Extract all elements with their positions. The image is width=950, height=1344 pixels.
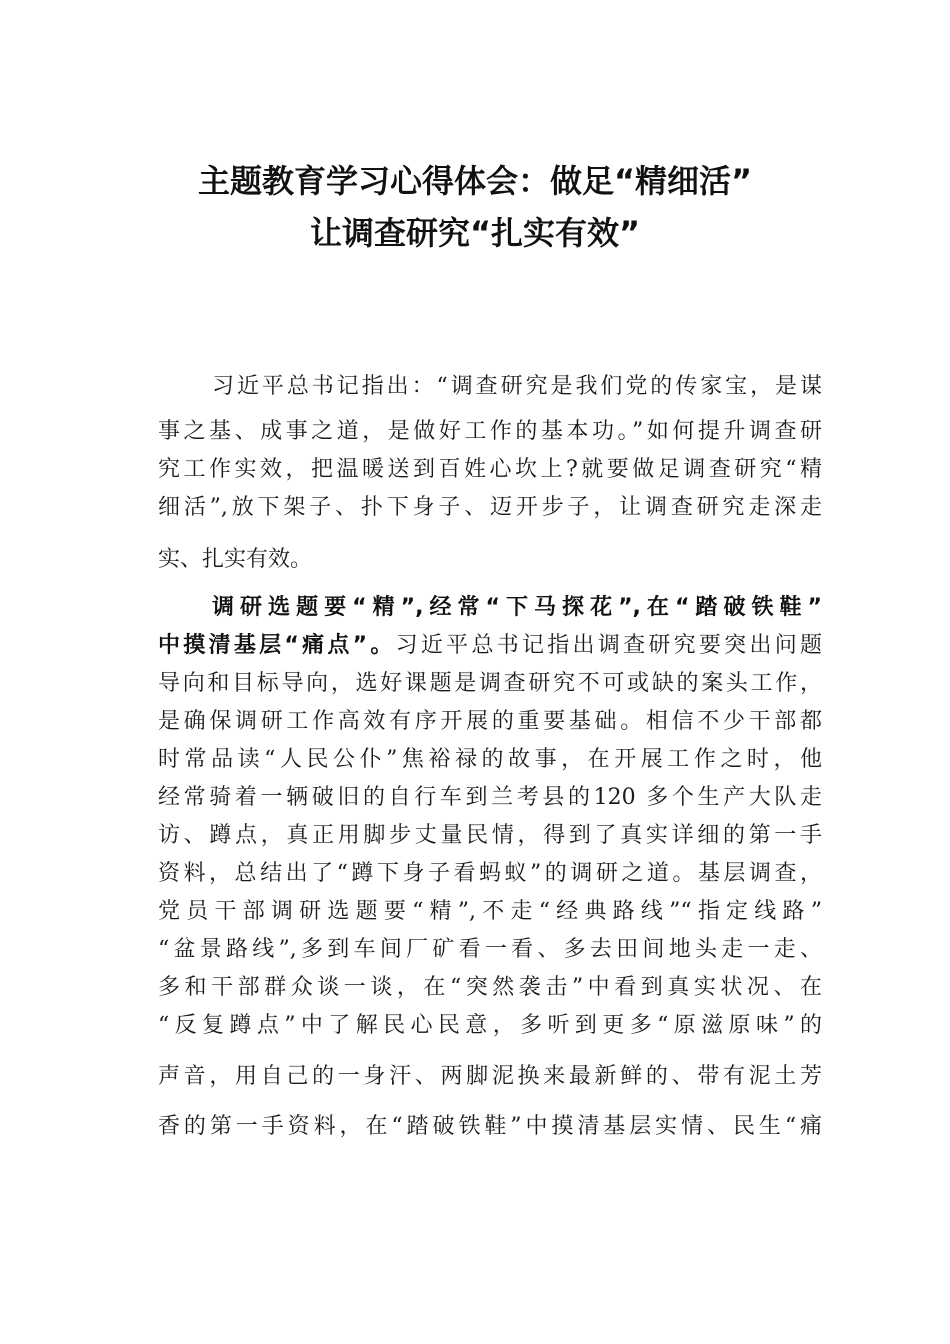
- paragraph-2-line: 访、蹲点，真正用脚步丈量民情，得到了真实详细的第一手: [158, 823, 822, 848]
- paragraph-1-line: 习近平总书记指出：“调查研究是我们党的传家宝，是谋: [212, 374, 822, 399]
- paragraph-2-line: 多和干部群众谈一谈，在“突然袭击”中看到真实状况、在: [158, 975, 822, 1000]
- paragraph-2-line: “盆景路线”,多到车间厂矿看一看、多去田间地头走一走、: [158, 937, 822, 962]
- paragraph-1-line: 究工作实效，把温暖送到百姓心坎上?就要做足调查研究“精: [158, 457, 822, 482]
- paragraph-2-bold-heading-end: 中摸清基层“痛点”。: [158, 633, 396, 658]
- paragraph-2-line: “反复蹲点”中了解民心民意，多听到更多“原滋原味”的: [158, 1013, 822, 1038]
- paragraph-1-line: 实、扎实有效。: [158, 547, 313, 572]
- paragraph-1-line: 事之基、成事之道，是做好工作的基本功。”如何提升调查研: [158, 419, 822, 444]
- document-title-line-2: 让调查研究“扎实有效”: [309, 214, 641, 252]
- paragraph-2-line: 党员干部调研选题要“精”,不走“经典路线”“指定线路”: [158, 899, 822, 924]
- paragraph-2-line: 是确保调研工作高效有序开展的重要基础。相信不少干部都: [158, 709, 822, 734]
- paragraph-2-line: 香的第一手资料，在“踏破铁鞋”中摸清基层实情、民生“痛: [158, 1114, 822, 1139]
- paragraph-2-line: 经常骑着一辆破旧的自行车到兰考县的120 多个生产大队走: [158, 785, 822, 810]
- paragraph-1-line: 细活”,放下架子、扑下身子、迈开步子，让调查研究走深走: [158, 495, 822, 520]
- paragraph-2-bold-heading: 调研选题要“精”,经常“下马探花”,在“踏破铁鞋”: [212, 595, 822, 620]
- paragraph-2-line: 资料，总结出了“蹲下身子看蚂蚁”的调研之道。基层调查，: [158, 861, 822, 886]
- paragraph-2-line: [158, 631, 822, 661]
- document-title-line-1: 主题教育学习心得体会：做足“精细活”: [197, 162, 753, 200]
- paragraph-2-line: 声音，用自己的一身汗、两脚泥换来最新鲜的、带有泥土芳: [158, 1064, 822, 1089]
- paragraph-2-line: 导向和目标导向，选好课题是调查研究不可或缺的案头工作，: [158, 671, 822, 696]
- paragraph-2-text: 习近平总书记指出调查研究要突出问题: [395, 633, 822, 658]
- paragraph-2-line: 时常品读“人民公仆”焦裕禄的故事，在开展工作之时，他: [158, 747, 822, 772]
